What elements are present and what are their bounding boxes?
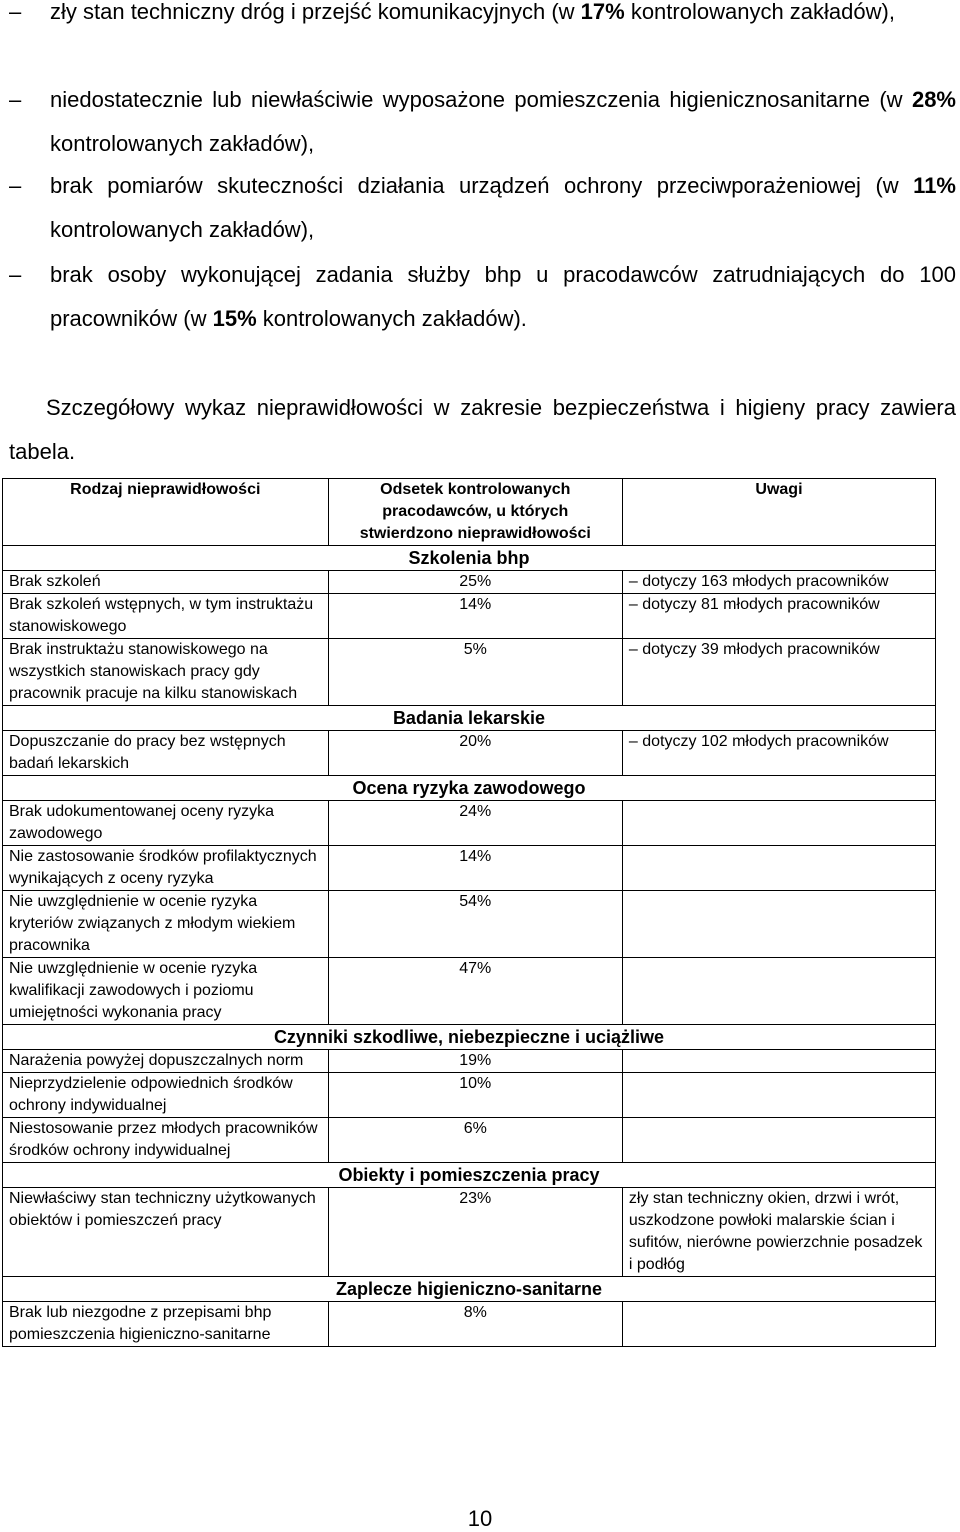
column-header-type: Rodzaj nieprawidłowości <box>3 479 329 546</box>
table-row <box>3 1073 936 1118</box>
cell-note <box>622 1050 935 1073</box>
page-number: 10 <box>467 1506 493 1531</box>
irregularities-table <box>2 478 936 1347</box>
cell-note <box>622 846 935 891</box>
cell-note: – dotyczy 39 młodych pracowników <box>622 639 935 706</box>
dash-icon: – <box>9 87 22 112</box>
section-title: Badania lekarskie <box>3 706 936 731</box>
cell-note <box>622 891 935 958</box>
cell-percent: 24% <box>328 801 622 846</box>
cell-note: – dotyczy 163 młodych pracowników <box>622 571 935 594</box>
table-row <box>3 594 936 639</box>
column-header-percent: Odsetek kontrolowanych pracodawców, u których stwierdzono nieprawidłowości <box>328 479 622 546</box>
section-title: Szkolenia bhp <box>3 546 936 571</box>
dash-icon: – <box>9 173 22 198</box>
cell-type: Brak lub niezgodne z przepisami bhp pomieszczenia higieniczno-sanitarne <box>3 1302 329 1347</box>
section-row <box>3 546 936 571</box>
bullet-text: niedostatecznie lub niewłaściwie wyposażone pomieszczenia higienicznosanitarne (w 28% kontrolowanych zakładów), <box>50 87 956 156</box>
cell-type: Nie zastosowanie środków profilaktycznych wynikających z oceny ryzyka <box>3 846 329 891</box>
cell-percent: 14% <box>328 594 622 639</box>
table-row <box>3 1118 936 1163</box>
table-header-row <box>3 479 936 546</box>
cell-note <box>622 1118 935 1163</box>
dash-icon: – <box>9 0 22 24</box>
cell-note <box>622 1302 935 1347</box>
dash-icon: – <box>9 262 22 287</box>
cell-percent: 47% <box>328 958 622 1025</box>
table-row <box>3 846 936 891</box>
bullet-text: brak osoby wykonującej zadania służby bhp u pracodawców zatrudniających do 100 pracowników (w 15% kontrolowanych zakładów). <box>50 262 956 331</box>
cell-percent: 19% <box>328 1050 622 1073</box>
cell-percent: 8% <box>328 1302 622 1347</box>
table-row <box>3 891 936 958</box>
cell-type: Niewłaściwy stan techniczny użytkowanych obiektów i pomieszczeń pracy <box>3 1188 329 1277</box>
cell-percent: 20% <box>328 731 622 776</box>
cell-type: Brak szkoleń wstępnych, w tym instruktażu stanowiskowego <box>3 594 329 639</box>
cell-percent: 25% <box>328 571 622 594</box>
column-header-notes: Uwagi <box>622 479 935 546</box>
cell-type: Brak udokumentowanej oceny ryzyka zawodowego <box>3 801 329 846</box>
cell-type: Narażenia powyżej dopuszczalnych norm <box>3 1050 329 1073</box>
section-row <box>3 1163 936 1188</box>
table-row <box>3 958 936 1025</box>
table-row <box>3 801 936 846</box>
table-row <box>3 731 936 776</box>
cell-note: – dotyczy 81 młodych pracowników <box>622 594 935 639</box>
section-row <box>3 776 936 801</box>
cell-note: – dotyczy 102 młodych pracowników <box>622 731 935 776</box>
section-title: Czynniki szkodliwe, niebezpieczne i uciążliwe <box>3 1025 936 1050</box>
cell-type: Niestosowanie przez młodych pracowników środków ochrony indywidualnej <box>3 1118 329 1163</box>
section-row <box>3 1277 936 1302</box>
table-row <box>3 1188 936 1277</box>
cell-percent: 5% <box>328 639 622 706</box>
table-row <box>3 1050 936 1073</box>
cell-type: Nie uwzględnienie w ocenie ryzyka kwalifikacji zawodowych i poziomu umiejętności wykonania pracy <box>3 958 329 1025</box>
table-row <box>3 1302 936 1347</box>
section-row <box>3 706 936 731</box>
cell-note: zły stan techniczny okien, drzwi i wrót, uszkodzone powłoki malarskie ścian i sufitów, nierówne powierzchnie posadzek i podłóg <box>622 1188 935 1277</box>
cell-percent: 23% <box>328 1188 622 1277</box>
table-row <box>3 571 936 594</box>
bullet-text: brak pomiarów skuteczności działania urządzeń ochrony przeciwporażeniowej (w 11% kontrolowanych zakładów), <box>50 173 956 242</box>
cell-type: Brak szkoleń <box>3 571 329 594</box>
cell-percent: 6% <box>328 1118 622 1163</box>
cell-note <box>622 1073 935 1118</box>
cell-percent: 10% <box>328 1073 622 1118</box>
cell-type: Nieprzydzielenie odpowiednich środków ochrony indywidualnej <box>3 1073 329 1118</box>
intro-paragraph: Szczegółowy wykaz nieprawidłowości w zakresie bezpieczeństwa i higieny pracy zawiera tabela. <box>9 395 956 464</box>
section-title: Obiekty i pomieszczenia pracy <box>3 1163 936 1188</box>
cell-percent: 14% <box>328 846 622 891</box>
cell-type: Dopuszczanie do pracy bez wstępnych badań lekarskich <box>3 731 329 776</box>
section-title: Ocena ryzyka zawodowego <box>3 776 936 801</box>
cell-type: Brak instruktażu stanowiskowego na wszystkich stanowiskach pracy gdy pracownik pracuje na kilku stanowiskach <box>3 639 329 706</box>
section-title: Zaplecze higieniczno-sanitarne <box>3 1277 936 1302</box>
cell-percent: 54% <box>328 891 622 958</box>
bullet-text: zły stan techniczny dróg i przejść komunikacyjnych (w 17% kontrolowanych zakładów), <box>50 0 895 24</box>
section-row <box>3 1025 936 1050</box>
table-row <box>3 639 936 706</box>
cell-note <box>622 801 935 846</box>
cell-note <box>622 958 935 1025</box>
cell-type: Nie uwzględnienie w ocenie ryzyka kryteriów związanych z młodym wiekiem pracownika <box>3 891 329 958</box>
